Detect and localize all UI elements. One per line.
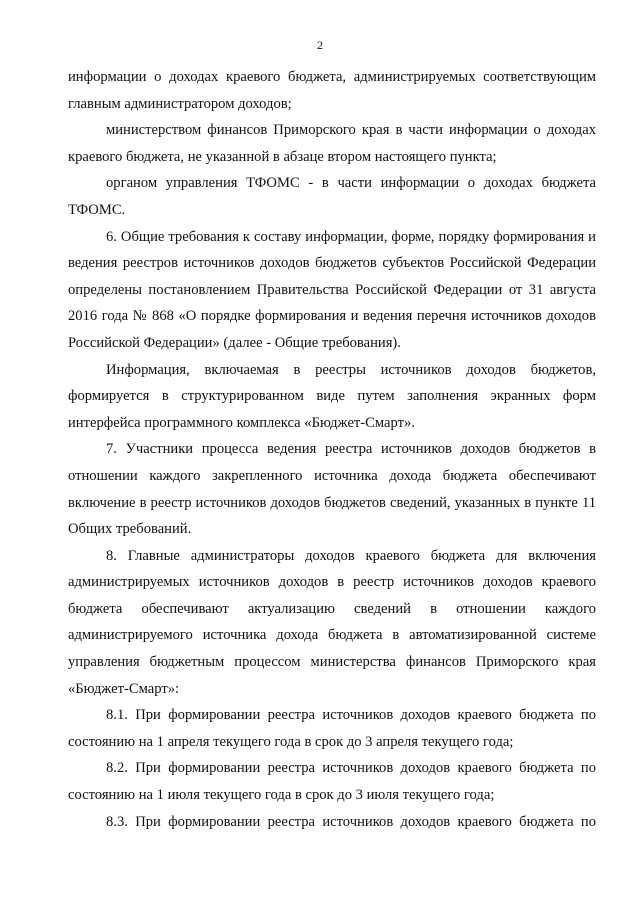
paragraph-information-registry: Информация, включаемая в реестры источников доходов бюджетов, формируется в структурированном виде путем заполнения экранных форм интерфейса программного комплекса «Бюджет-Смарт». — [68, 361, 596, 431]
paragraph-item-8: 8. Главные администраторы доходов краевого бюджета для включения администрируемых источников доходов в реестр источников доходов краевого бюджета обеспечивают актуализацию сведений в отношении каждого администрируемого источника дохода бюджета в автоматизированной системе управления бюджетным процессом министерства финансов Приморского края «Бюджет-Смарт»: — [68, 547, 596, 697]
paragraph-item-6: 6. Общие требования к составу информации, форме, порядку формирования и ведения реестров источников доходов бюджетов субъектов Российской Федерации определены постановлением Правительства Российской Федерации от 31 августа 2016 года № 868 «О порядке формирования и ведения перечня источников доходов Российской Федерации» (далее - Общие требования). — [68, 228, 596, 351]
paragraph-item-8-2: 8.2. При формировании реестра источников доходов краевого бюджета по состоянию на 1 июля текущего года в срок до 3 июля текущего года; — [68, 760, 596, 804]
paragraph-item-8-1: 8.1. При формировании реестра источников доходов краевого бюджета по состоянию на 1 апреля текущего года в срок до 3 апреля текущего года; — [68, 707, 596, 750]
paragraph-continuation: информации о доходах краевого бюджета, администрируемых соответствующим главным администратором доходов; — [68, 69, 596, 112]
document-body — [68, 64, 596, 835]
paragraph-item-7: 7. Участники процесса ведения реестра источников доходов бюджетов в отношении каждого закрепленного источника дохода бюджета обеспечивают включение в реестр источников доходов бюджетов сведений, указанных в пункте 11 Общих требований. — [68, 441, 596, 538]
paragraph-tfoms: органом управления ТФОМС - в части информации о доходах бюджета ТФОМС. — [68, 175, 596, 218]
page-number: 2 — [317, 38, 323, 52]
paragraph-item-8-3: 8.3. При формировании реестра источников доходов краевого бюджета по — [106, 813, 596, 830]
paragraph-ministry-finance: министерством финансов Приморского края в части информации о доходах краевого бюджета, не указанной в абзаце втором настоящего пункта; — [68, 122, 596, 165]
